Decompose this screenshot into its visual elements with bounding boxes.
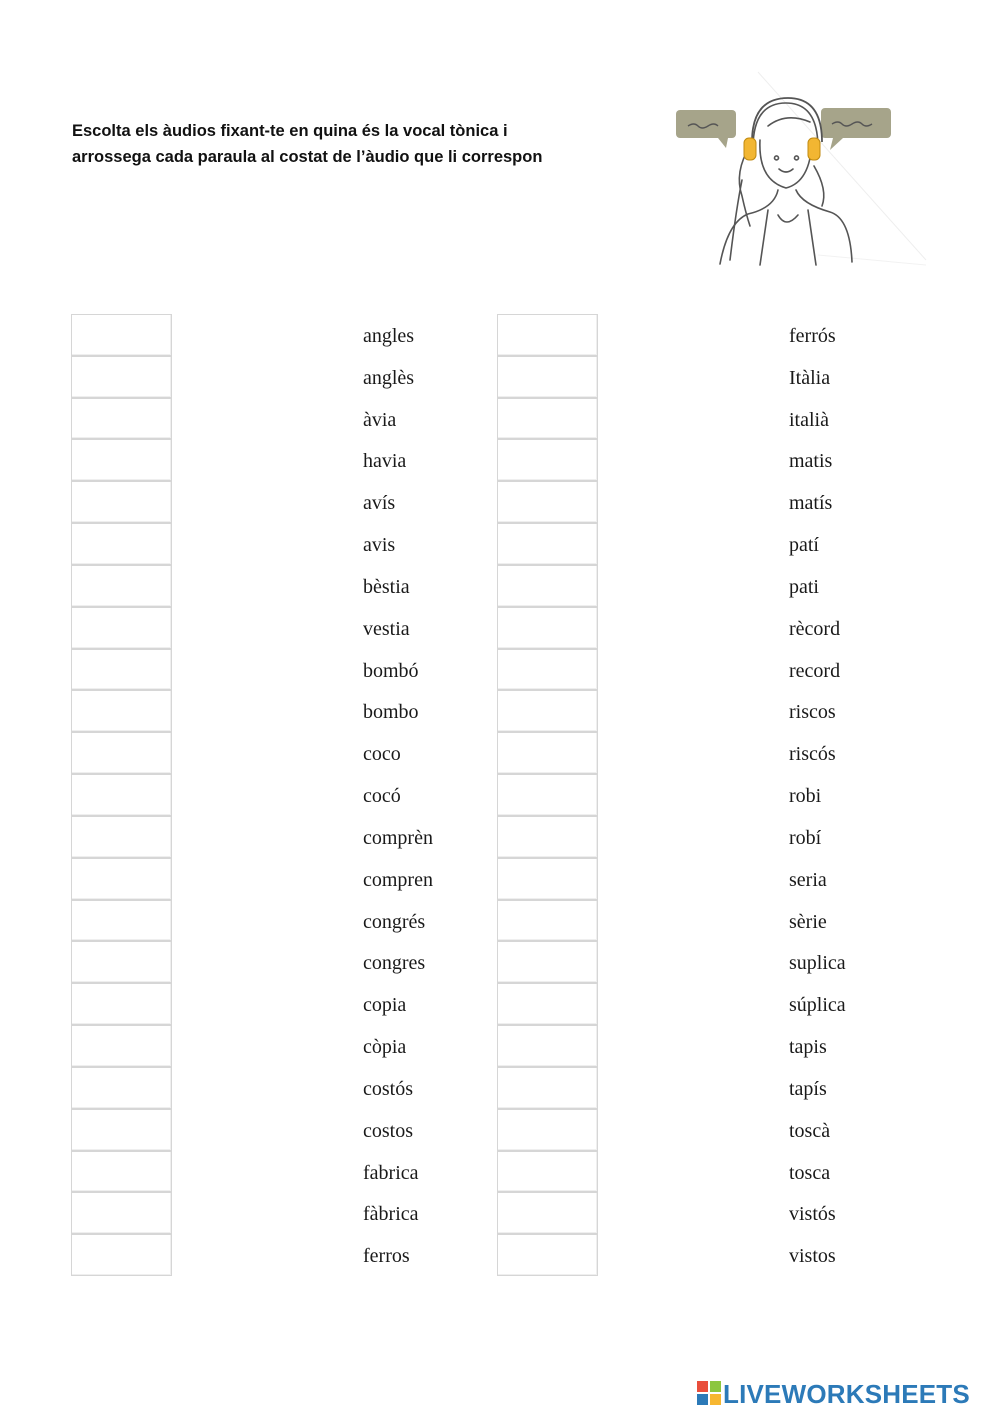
audio-drop-slot[interactable] [71, 1067, 172, 1109]
liveworksheets-mark-icon [697, 1381, 721, 1405]
draggable-word[interactable]: Itàlia [789, 366, 831, 389]
audio-drop-slot[interactable] [71, 607, 172, 649]
draggable-word[interactable]: record [789, 659, 841, 682]
audio-drop-slot[interactable] [497, 439, 598, 481]
audio-drop-slot[interactable] [71, 774, 172, 816]
audio-drop-slot[interactable] [497, 774, 598, 816]
draggable-word[interactable]: costós [363, 1077, 413, 1100]
audio-drop-slot[interactable] [497, 690, 598, 732]
draggable-word[interactable]: matís [789, 492, 833, 515]
draggable-word[interactable]: bombo [363, 701, 419, 724]
draggable-word[interactable]: fàbrica [363, 1203, 419, 1226]
audio-drop-slot[interactable] [497, 356, 598, 398]
audio-drop-slot[interactable] [497, 481, 598, 523]
audio-drop-slot[interactable] [71, 1192, 172, 1234]
draggable-word[interactable]: congrés [363, 910, 426, 933]
draggable-word[interactable]: anglès [363, 366, 415, 389]
draggable-word[interactable]: rècord [789, 617, 841, 640]
liveworksheets-logo [697, 1379, 997, 1409]
draggable-word[interactable]: bombó [363, 659, 419, 682]
draggable-word[interactable]: havia [363, 450, 407, 473]
audio-drop-slot[interactable] [71, 314, 172, 356]
audio-drop-slot[interactable] [71, 816, 172, 858]
draggable-word[interactable]: italià [789, 408, 829, 431]
audio-drop-slot[interactable] [71, 523, 172, 565]
audio-drop-slot[interactable] [71, 398, 172, 440]
draggable-word[interactable]: cocó [363, 785, 401, 808]
audio-drop-slot[interactable] [71, 1109, 172, 1151]
audio-drop-slot[interactable] [497, 523, 598, 565]
brand-name: LIVEWORKSHEETS [723, 1379, 970, 1409]
instructions [72, 118, 632, 170]
audio-drop-slot[interactable] [71, 565, 172, 607]
audio-drop-slot[interactable] [71, 858, 172, 900]
audio-drop-slot[interactable] [71, 941, 172, 983]
draggable-word[interactable]: robi [789, 785, 822, 808]
draggable-word[interactable]: costos [363, 1119, 413, 1142]
listening-girl-illustration [668, 70, 930, 275]
draggable-word[interactable]: ferrós [789, 325, 836, 347]
audio-drop-slot[interactable] [497, 314, 598, 356]
draggable-word[interactable]: bèstia [363, 575, 410, 598]
instructions-line-1: Escolta els àudios fixant-te en quina és la vocal tònica i [72, 122, 508, 140]
audio-drop-slot[interactable] [497, 732, 598, 774]
audio-drop-slot[interactable] [71, 439, 172, 481]
audio-drop-slot[interactable] [71, 649, 172, 691]
audio-drop-slot[interactable] [497, 649, 598, 691]
draggable-word[interactable]: avis [363, 534, 396, 557]
audio-drop-slot[interactable] [497, 900, 598, 942]
draggable-word[interactable]: tosca [789, 1161, 831, 1184]
draggable-word[interactable]: vestia [363, 617, 410, 640]
audio-drop-slot[interactable] [71, 481, 172, 523]
audio-drop-slot[interactable] [71, 356, 172, 398]
draggable-word[interactable]: suplica [789, 952, 846, 975]
audio-drop-slot[interactable] [497, 1109, 598, 1151]
speech-bubble-right-icon [821, 108, 891, 150]
audio-drop-slot[interactable] [497, 607, 598, 649]
draggable-word[interactable]: avís [363, 492, 396, 515]
draggable-word[interactable]: riscós [789, 743, 836, 766]
audio-drop-slot[interactable] [497, 565, 598, 607]
audio-drop-slot[interactable] [497, 1192, 598, 1234]
draggable-word[interactable]: coco [363, 743, 401, 766]
audio-drop-slot[interactable] [497, 816, 598, 858]
draggable-word[interactable]: ferros [363, 1245, 410, 1268]
audio-drop-slot[interactable] [497, 858, 598, 900]
audio-drop-slot[interactable] [71, 690, 172, 732]
draggable-word[interactable]: angles [363, 325, 415, 347]
audio-drop-slot[interactable] [497, 398, 598, 440]
draggable-word[interactable]: toscà [789, 1119, 831, 1142]
draggable-word[interactable]: robí [789, 826, 822, 849]
audio-drop-slot[interactable] [497, 1025, 598, 1067]
draggable-word[interactable]: seria [789, 868, 827, 891]
draggable-word[interactable]: patí [789, 534, 819, 557]
draggable-word[interactable]: sèrie [789, 910, 827, 933]
audio-drop-slot[interactable] [71, 1234, 172, 1276]
draggable-word[interactable]: súplica [789, 994, 846, 1017]
audio-drop-slot[interactable] [71, 732, 172, 774]
audio-drop-slot[interactable] [71, 1025, 172, 1067]
draggable-word[interactable]: compren [363, 868, 433, 891]
draggable-word[interactable]: àvia [363, 408, 397, 431]
audio-drop-slot[interactable] [71, 983, 172, 1025]
draggable-word[interactable]: vistos [789, 1245, 836, 1268]
draggable-word[interactable]: riscos [789, 701, 836, 724]
audio-drop-slot[interactable] [497, 983, 598, 1025]
speech-bubble-left-icon [676, 110, 736, 148]
draggable-word[interactable]: copia [363, 994, 407, 1017]
draggable-word[interactable]: còpia [363, 1036, 407, 1059]
draggable-word[interactable]: pati [789, 575, 819, 598]
audio-drop-slot[interactable] [71, 900, 172, 942]
draggable-word[interactable]: matis [789, 450, 833, 473]
draggable-word[interactable]: fabrica [363, 1161, 419, 1184]
audio-drop-slot[interactable] [497, 941, 598, 983]
draggable-word[interactable]: tapís [789, 1077, 827, 1100]
audio-drop-slot[interactable] [71, 1151, 172, 1193]
draggable-word[interactable]: vistós [789, 1203, 836, 1226]
audio-drop-slot[interactable] [497, 1067, 598, 1109]
draggable-word[interactable]: tapis [789, 1036, 827, 1059]
draggable-word[interactable]: congres [363, 952, 426, 975]
audio-drop-slot[interactable] [497, 1151, 598, 1193]
instructions-line-2: arrossega cada paraula al costat de l’àudio que li correspon [72, 148, 543, 166]
audio-drop-slot[interactable] [497, 1234, 598, 1276]
draggable-word[interactable]: comprèn [363, 826, 433, 849]
